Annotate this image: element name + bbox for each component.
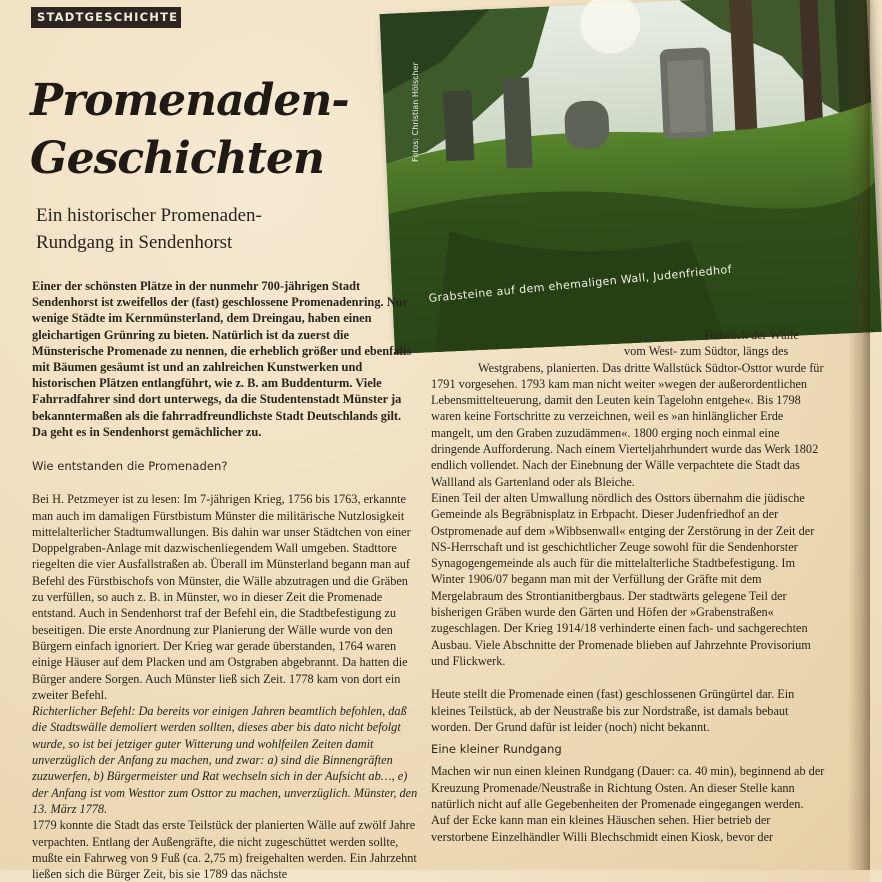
subtitle-line-2: Rundgang in Sendenhorst [36,232,233,253]
right-column [431,327,826,845]
body-paragraph: 1779 konnte die Stadt das erste Teilstück der planierten Wälle auf zwölf Jahre verpachten. Entlang der Außengräfte, die nicht zugeschüttet werden sollte, mußte ein Fahrweg von 9 Fuß (ca. 2,75 m) freigehalten werden. Ein Jahrzehnt ließen sich die Bürger Zeit, bis sie 1789 das nächste [32,818,417,882]
body-line: Teilstück der Wälle [703,328,799,342]
body-paragraph: Auf der Ecke kann man ein kleines Häuschen sehen. Hier betrieb der verstorbene Einzelhändler Willi Blechschmidt einen Kiosk, bevor der [431,813,774,844]
section-heading-walk: Eine kleiner Rundgang [431,742,562,757]
subtitle [36,202,366,256]
left-column [32,458,418,882]
section-rubric: STADTGESCHICHTE [31,7,181,28]
title-line-1: Promenaden- [30,75,349,126]
page-fold-shadow [848,0,870,870]
section-heading-origins: Wie entstanden die Promenaden? [32,459,228,473]
title-line-2: Geschichten [30,133,324,184]
body-paragraph: Machen wir nun einen kleinen Rundgang (Dauer: ca. 40 min), beginnend ab der Kreuzung Promenade/Neustraße in Richtung Osten. An dieser Stelle kann natürlich nicht auf alle Gegebenheiten der Promenade eingegangen werden. [431,764,825,812]
lead-paragraph: Einer der schönsten Plätze in der nunmehr 700-jährigen Stadt Sendenhorst ist zweifellos der (fast) geschlossene Promenadenring. Nur wenige Städte im Kernmünsterland, dem Dreingau, haben einen gleichartigen Grünring zu bieten. Natürlich ist da zuerst die Münsterische Promenade zu nennen, die erheblich größer und ebenfalls mit Bäumen gesäumt ist und an zahlreichen Kunstwerken und historischen Plätzen entlangführt, wie z. B. am Buddenturm. Viele Fahrradfahrer sind dort unterwegs, da die Studentenstadt Münster ja bekanntermaßen als die fahrradfreundlichste Stadt Deutschlands gilt. Da geht es in Sendenhorst gemächlicher zu. [32,279,412,439]
body-text: Das dritte Wallstück Südtor-Osttor wurde für 1791 vorgesehen. 1793 kam man nicht weiter »wegen der außerordentlichen Lebensmittelteuerung, damit den Leuten kein Tagelohn entgehe«. Bis 1798 waren keine Fortschritte zu verzeichnen, weil es »an hinlänglicher Erde mangelt, um den Graben zuzudämmen«. 1800 erging noch einmal eine dringende Aufforderung. Nach einem Vierteljahrhundert wurde das Werk 1802 endlich vollendet. Nach der Einebnung der Wälle verpachtete die Stadt das Wallland als Gartenland oder als Bleiche. [431,360,824,489]
body-paragraph: Heute stellt die Promenade einen (fast) geschlossenen Grüngürtel dar. Ein kleines Teilstück, ab der Neustraße bis zur Nordstraße, ist damals bebaut worden. Der Grund dafür ist leider (noch) nicht bekannt. [431,687,795,734]
body-line: vom West- zum Südtor, längs des [624,344,789,359]
page-title [30,72,390,188]
quote-text: Richterlicher Befehl: Da bereits vor einigen Jahren beamtlich befohlen, daß die Stadtswälle demoliert werden sollten, dieses aber bis dato nicht befolgt wurde, so ist bei jetziger guter Witterung und wohlfeilen Zeiten damit unverzüglich der Anfang zu machen, und zwar: a) sind die Binnengräften zuzuwerfen, b) Bürgermeister und Rat wechseln sich in der Aufsicht ab…, e) der Anfang ist vom Westtor zum Osttor zu machen, unverzüglich. Münster, den 13. März 1778. [32,704,418,816]
subtitle-line-1: Ein historischer Promenaden- [36,205,262,226]
photo-credit: Fotos: Christian Hölscher [411,62,420,162]
body-line: Westgrabens, planierten. [478,360,599,375]
quote-paragraph [32,703,418,817]
body-paragraph: Bei H. Petzmeyer ist zu lesen: Im 7-jährigen Krieg, 1756 bis 1763, erkannte man auch im damaligen Fürstbistum Münster die militärische Nutzlosigkeit mittelalterlicher Stadtumwallungen. Bis dahin war unser Städtchen von einer Doppelgraben-Anlage mit dazwischenliegendem Wall umgeben. Stadttore riegelten die vier Ausfallstraßen ab. Überall im Münsterland begann man auf Befehl des Fürstbischofs von Münster, die Wälle abzutragen und die Gräben zu verfüllen, so auch z. B. in Münster, wo in dieser Zeit die Promenade entstand. Auch in Sendenhorst traf der Befehl ein, die Stadtbefestigung zu beseitigen. Die erste Anordnung zur Planierung der Wälle wurde von den Bürgern einfach ignoriert. Der Krieg war gerade überstanden, 1764 waren einige Häuser auf dem Placken und am Ostgraben abgebrannt. Da hatten die Bürger andere Sorgen. Auch Münster ließ sich Zeit. 1778 kam von dort ein zweiter Befehl. [32,492,411,702]
body-paragraph [431,360,826,490]
body-paragraph: Einen Teil der alten Umwallung nördlich des Osttors übernahm die jüdische Gemeinde als Begräbnisplatz in Erbpacht. Dieser Judenfriedhof an der Ostpromenade auf dem »Wibbsenwall« entging der Zerstörung in der Zeit der NS-Herrschaft und ist geschichtlicher Zeuge sowohl für die Sendenhorster Synagogengemeinde als auch für die mittelalterliche Stadtbefestigung. Im Winter 1906/07 begann man mit der Verfüllung der Gräfte mit dem Mergelabraum des Strontianitbergbaus. Der stadtwärts gelegene Teil der bisherigen Gräben wurde den Gärten und Höfen der »Grabenstraßen« zugeschlagen. Der Krieg 1914/18 verhinderte einen fach- und sachgerechten Ausbau. Viele Abschnitte der Promenade blieben auf Jahrzehnte Provisorium und Flickwerk. [431,490,815,668]
photo-caption: Grabsteine auf dem ehemaligen Wall, Judenfriedhof [428,262,733,305]
